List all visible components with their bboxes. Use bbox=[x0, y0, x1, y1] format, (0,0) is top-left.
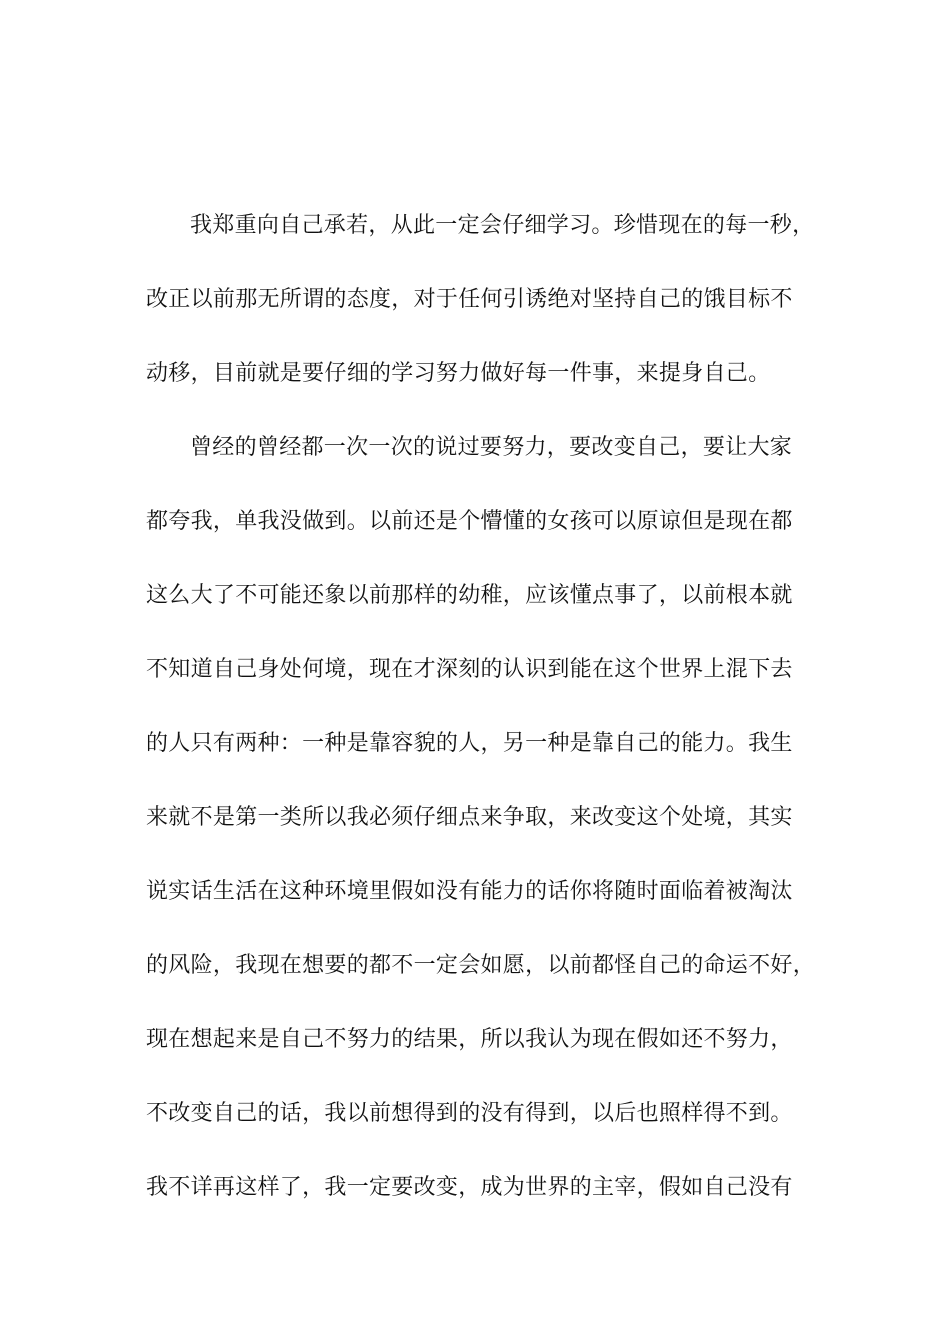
paragraph-2-line-11: 我不详再这样了，我一定要改变，成为世界的主宰，假如自己没有 bbox=[146, 1175, 793, 1200]
paragraph-2-line-8: 的风险，我现在想要的都不一定会如愿，以前都怪自己的命运不好， bbox=[146, 953, 816, 978]
paragraph-2-line-4: 不知道自己身处何境，现在才深刻的认识到能在这个世界上混下去 bbox=[146, 657, 793, 682]
paragraph-2-line-1: 曾经的曾经都一次一次的说过要努力，要改变自己，要让大家 bbox=[190, 435, 793, 460]
paragraph-2-line-5: 的人只有两种：一种是靠容貌的人，另一种是靠自己的能力。我生 bbox=[146, 731, 793, 756]
paragraph-1-line-2: 改正以前那无所谓的态度，对于任何引诱绝对坚持自己的饿目标不 bbox=[146, 287, 793, 312]
paragraph-2-line-9: 现在想起来是自己不努力的结果，所以我认为现在假如还不努力， bbox=[146, 1027, 793, 1052]
paragraph-2-line-2: 都夸我，单我没做到。以前还是个懵懂的女孩可以原谅但是现在都 bbox=[146, 509, 793, 534]
paragraph-2-line-7: 说实话生活在这种环境里假如没有能力的话你将随时面临着被淘汰 bbox=[146, 879, 793, 904]
paragraph-2-line-10: 不改变自己的话，我以前想得到的没有得到，以后也照样得不到。 bbox=[146, 1101, 793, 1126]
paragraph-2-line-3: 这么大了不可能还象以前那样的幼稚，应该懂点事了，以前根本就 bbox=[146, 583, 793, 608]
paragraph-2-line-6: 来就不是第一类所以我必须仔细点来争取，来改变这个处境，其实 bbox=[146, 805, 793, 830]
paragraph-1-line-3: 动移，目前就是要仔细的学习努力做好每一件事，来提身自己。 bbox=[146, 361, 771, 386]
paragraph-1-line-1: 我郑重向自己承若，从此一定会仔细学习。珍惜现在的每一秒， bbox=[190, 213, 815, 238]
